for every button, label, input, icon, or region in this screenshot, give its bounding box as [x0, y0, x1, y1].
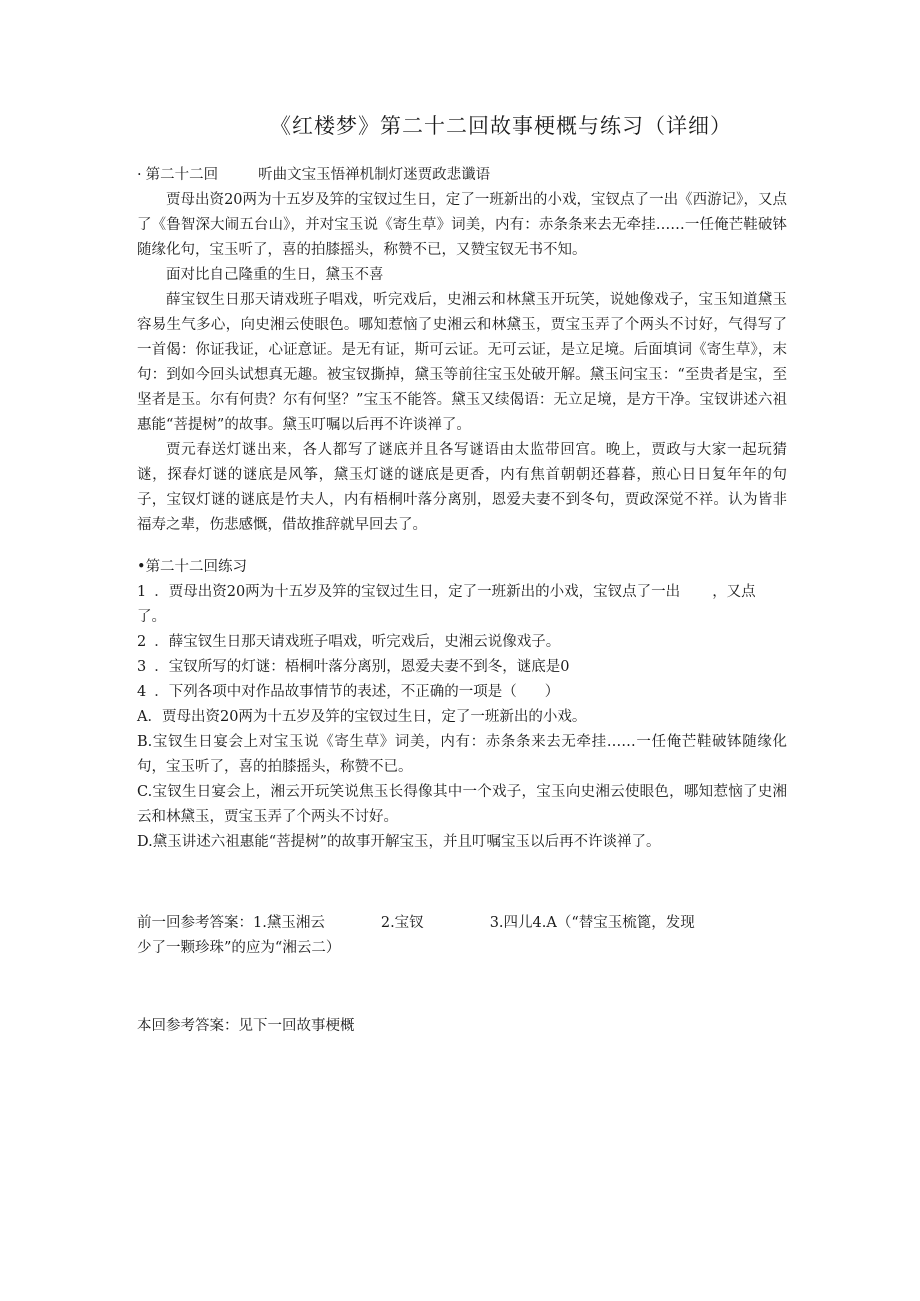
question-number: 4: [137, 684, 147, 700]
option-b: B.宝钗生日宴会上对宝玉说《寄生草》词美，内有：赤条条来去无牵挂……一任俺芒鞋破钵随缘化句，宝玉听了，喜的拍膝摇头，称赞不已。: [137, 734, 787, 775]
question-text: ．薛宝钗生日那天请戏班子唱戏，听完戏后，史湘云说像戏子。: [154, 634, 561, 650]
previous-answers-continued: 少了一颗珍珠”的应为“湘云二）: [137, 940, 341, 956]
summary-paragraph: 面对比自己隆重的生日，黛玉不喜: [166, 267, 384, 283]
question-number: 3: [137, 659, 147, 675]
previous-answers-label: 前一回参考答案：: [137, 915, 253, 931]
current-answers-line: 本回参考答案：见下一回故事梗概: [137, 1018, 355, 1034]
question-text: ．下列各项中对作品故事情节的表述，不正确的一项是（: [154, 684, 517, 700]
answer-item: 3.四儿4.A（“替宝玉梳篦，发现: [489, 915, 695, 931]
summary-paragraph: 贾元春送灯谜出来，各人都写了谜底并且各写谜语由太监带回宫。晚上，贾政与大家一起玩猜谜，探春灯谜的谜底是风筝，黛玉灯谜的谜底是更香，内有焦首朝朝还暮暮，煎心日日复年年的句子，宝钗灯谜的谜底是竹夫人，内有梧桐叶落分离别，恩爱夫妻不到冬句，贾政深觉不祥。认为皆非福寿之辈，伤悲感慨，借故推辞就早回去了。: [137, 442, 787, 533]
exercise-heading: [137, 555, 787, 580]
question-1-continued: 了。: [137, 609, 166, 625]
chapter-title: 听曲文宝玉悟禅机制灯迷贾政悲谶语: [258, 167, 491, 183]
question-4: [137, 680, 787, 705]
chapter-heading: [137, 163, 787, 188]
exercise-title: 第二十二回练习: [145, 559, 248, 575]
question-1: [137, 580, 787, 605]
question-number: 2: [137, 634, 147, 650]
answer-item: 2.宝钗: [380, 915, 424, 931]
chapter-label: 第二十二回: [145, 167, 219, 183]
current-answers: [137, 1014, 787, 1039]
question-text-tail: ）: [544, 684, 560, 700]
question-text: ．宝钗所写的灯谜：梧桐叶落分离别，恩爱夫妻不到冬，谜底是0: [154, 659, 570, 675]
bullet-icon: •: [137, 559, 146, 575]
bullet-icon: ·: [137, 167, 142, 183]
summary-section: [137, 163, 787, 538]
question-text: ．贾母出资20两为十五岁及笄的宝钗过生日，定了一班新出的小戏，宝钗点了一出: [154, 584, 681, 600]
question-text-tail: ，又点: [712, 584, 756, 600]
previous-answers: [137, 911, 787, 961]
option-d: D.黛玉讲述六祖惠能“菩提树”的故事开解宝玉，并且叮嘱宝玉以后再不许谈禅了。: [137, 834, 661, 850]
option-c: C.宝钗生日宴会上，湘云开玩笑说焦玉长得像其中一个戏子，宝玉向史湘云使眼色，哪知惹恼了史湘云和林黛玉，贾宝玉弄了个两头不讨好。: [137, 784, 787, 825]
previous-answers-line: [137, 911, 787, 936]
question-3: [137, 655, 787, 680]
question-number: 1: [137, 584, 147, 600]
summary-paragraph: 贾母出资20两为十五岁及笄的宝钗过生日，定了一班新出的小戏，宝钗点了一出《西游记》，又点了《鲁智深大闹五台山》，并对宝玉说《寄生草》词美，内有：赤条条来去无牵挂……一任俺芒鞋破钵随缘化句，宝玉听了，喜的拍膝摇头，称赞不已，又赞宝钗无书不知。: [137, 192, 787, 258]
option-a: A．贾母出资20两为十五岁及笄的宝钗过生日，定了一班新出的小戏。: [137, 709, 587, 725]
page-title: 《红楼梦》第二十二回故事梗概与练习（详细）: [270, 114, 732, 138]
summary-paragraph: 薛宝钗生日那天请戏班子唱戏，听完戏后，史湘云和林黛玉开玩笑，说她像戏子，宝玉知道黛玉容易生气多心，向史湘云使眼色。哪知惹恼了史湘云和林黛玉，贾宝玉弄了个两头不讨好，气得写了一首偈：你证我证，心证意证。是无有证，斯可云证。无可云证，是立足境。后面填词《寄生草》，末句：到如今回头试想真无趣。被宝钗撕掉，黛玉等前往宝玉处破开解。黛玉问宝玉：“至贵者是宝，至坚者是玉。尔有何贵？尔有何坚？”宝玉不能答。黛玉又续偈语：无立足境，是方干净。宝钗讲述六祖惠能“菩提树”的故事。黛玉叮嘱以后再不许谈禅了。: [137, 292, 787, 433]
question-2: [137, 630, 787, 655]
exercise-section: [137, 555, 787, 855]
answer-item: 1.黛玉湘云: [253, 915, 325, 931]
